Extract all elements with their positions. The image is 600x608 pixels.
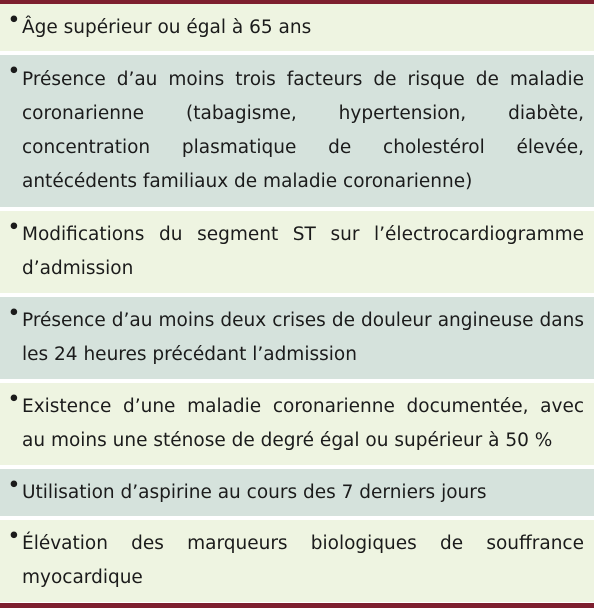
criteria-list xyxy=(0,4,594,602)
criteria-item-text: Présence d’au moins trois facteurs de risque de maladie coronarienne (tabagisme, hypertension, diabète, concentration plasmatique de cholestérol élevée, antécédents familiaux de maladie coronarienne) xyxy=(22,69,584,192)
criteria-item-text: Âge supérieur ou égal à 65 ans xyxy=(22,16,312,38)
bullet-icon: • xyxy=(8,389,20,410)
bullet-icon: • xyxy=(8,303,20,324)
criteria-item-aspirin xyxy=(0,469,594,516)
bullet-icon: • xyxy=(8,475,20,496)
criteria-item-st-segment xyxy=(0,211,594,293)
bullet-icon: • xyxy=(8,61,20,82)
criteria-item-age xyxy=(0,4,594,51)
criteria-item-text: Existence d’une maladie coronarienne documentée, avec au moins une sténose de degré égal ou supérieur à 50 % xyxy=(22,396,584,451)
criteria-item-stenosis xyxy=(0,383,594,465)
criteria-item-text: Présence d’au moins deux crises de douleur angineuse dans les 24 heures précédant l’admission xyxy=(22,310,584,365)
bullet-icon: • xyxy=(8,10,20,31)
bullet-icon: • xyxy=(8,526,20,547)
criteria-item-risk-factors xyxy=(0,55,594,207)
criteria-item-text: Élévation des marqueurs biologiques de souffrance myocardique xyxy=(22,533,584,588)
bullet-icon: • xyxy=(8,217,20,238)
criteria-item-text: Utilisation d’aspirine au cours des 7 derniers jours xyxy=(22,481,487,503)
criteria-item-text: Modifications du segment ST sur l’électrocardiogramme d’admission xyxy=(22,224,584,279)
criteria-item-markers xyxy=(0,520,594,602)
criteria-item-angina xyxy=(0,297,594,379)
